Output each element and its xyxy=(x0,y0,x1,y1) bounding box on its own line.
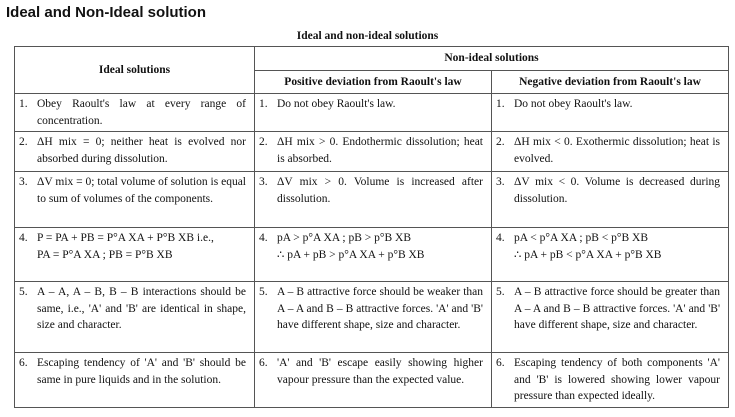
cell-positive xyxy=(255,353,492,408)
cell-positive xyxy=(255,132,492,172)
header-nonideal: Non-ideal solutions xyxy=(255,47,729,71)
cell-text xyxy=(37,96,246,129)
cell-negative xyxy=(492,282,729,353)
cell-text xyxy=(37,355,246,388)
cell-line: ΔV mix < 0. Volume is decreased during dissolution. xyxy=(514,176,721,205)
cell-line: A – A, A – B, B – B interactions should be same, i.e., 'A' and 'B' are identical in shape, size and character. xyxy=(37,286,246,331)
cell-text xyxy=(514,230,720,263)
cell-line: pA < p°A XA ; pB < p°B XB xyxy=(514,232,648,244)
row-number: 6. xyxy=(496,357,505,369)
cell-text xyxy=(277,134,483,167)
row-number: 3. xyxy=(259,176,268,188)
row-number: 4. xyxy=(259,232,268,244)
row-number: 5. xyxy=(19,286,28,298)
cell-line: ΔH mix < 0. Exothermic dissolution; heat is evolved. xyxy=(514,136,721,165)
page-heading: Ideal and Non-Ideal solution xyxy=(6,4,207,21)
cell-line: ∴ pA + pB < p°A XA + p°B XB xyxy=(514,248,662,261)
cell-ideal xyxy=(15,172,255,228)
cell-text xyxy=(277,96,483,113)
row-number: 1. xyxy=(496,98,505,110)
cell-line: 'A' and 'B' escape easily showing higher vapour pressure than the expected value. xyxy=(277,357,483,386)
cell-text xyxy=(277,355,483,388)
table-row xyxy=(15,132,729,172)
row-number: 1. xyxy=(19,98,28,110)
cell-text xyxy=(514,96,720,113)
cell-ideal xyxy=(15,228,255,282)
cell-negative xyxy=(492,132,729,172)
row-number: 5. xyxy=(259,286,268,298)
table-row xyxy=(15,94,729,132)
cell-line: Escaping tendency of both components 'A' and 'B' is lowered showing lower vapour pressure than expected ideally. xyxy=(514,357,721,402)
cell-negative xyxy=(492,353,729,408)
cell-line: ΔH mix > 0. Endothermic dissolution; heat is absorbed. xyxy=(277,136,483,165)
cell-line: Escaping tendency of 'A' and 'B' should be same in pure liquids and in the solution. xyxy=(37,357,246,386)
cell-text xyxy=(277,284,483,334)
cell-ideal xyxy=(15,132,255,172)
cell-line: ΔH mix = 0; neither heat is evolved nor absorbed during dissolution. xyxy=(37,136,246,165)
cell-text xyxy=(514,355,720,405)
row-number: 6. xyxy=(19,357,28,369)
cell-line: ΔV mix > 0. Volume is increased after dissolution. xyxy=(277,176,483,205)
row-number: 2. xyxy=(19,136,28,148)
row-number: 2. xyxy=(259,136,268,148)
cell-text xyxy=(37,174,246,207)
table-row xyxy=(15,172,729,228)
cell-line: Obey Raoult's law at every range of concentration. xyxy=(37,98,246,127)
cell-text xyxy=(514,284,720,334)
cell-text xyxy=(37,284,246,334)
cell-positive xyxy=(255,172,492,228)
cell-positive xyxy=(255,94,492,132)
cell-line: P = PA + PB = P°A XA + P°B XB i.e., xyxy=(37,232,214,244)
cell-ideal xyxy=(15,353,255,408)
cell-negative xyxy=(492,228,729,282)
cell-positive xyxy=(255,282,492,353)
cell-text xyxy=(277,174,483,207)
row-number: 2. xyxy=(496,136,505,148)
header-positive: Positive deviation from Raoult's law xyxy=(255,70,492,94)
header-negative: Negative deviation from Raoult's law xyxy=(492,70,729,94)
row-number: 6. xyxy=(259,357,268,369)
cell-ideal xyxy=(15,94,255,132)
cell-text xyxy=(37,134,246,167)
cell-text xyxy=(514,134,720,167)
table-caption: Ideal and non-ideal solutions xyxy=(296,30,439,42)
row-number: 3. xyxy=(19,176,28,188)
cell-line: A – B attractive force should be greater than A – A and B – B attractive forces. 'A' and 'B' have different shape, size and character. xyxy=(514,286,721,331)
row-number: 1. xyxy=(259,98,268,110)
cell-line: Do not obey Raoult's law. xyxy=(514,98,633,110)
cell-line: A – B attractive force should be weaker than A – A and B – B attractive forces. 'A' and 'B' have different shape, size and character. xyxy=(277,286,483,331)
row-number: 4. xyxy=(496,232,505,244)
cell-negative xyxy=(492,94,729,132)
cell-line: pA > p°A XA ; pB > p°B XB xyxy=(277,232,411,244)
cell-positive xyxy=(255,228,492,282)
row-number: 5. xyxy=(496,286,505,298)
cell-text xyxy=(37,230,246,263)
cell-text xyxy=(514,174,720,207)
solutions-table xyxy=(14,46,729,408)
cell-text xyxy=(277,230,483,263)
table-row xyxy=(15,353,729,408)
table-row xyxy=(15,228,729,282)
cell-ideal xyxy=(15,282,255,353)
row-number: 4. xyxy=(19,232,28,244)
table-row xyxy=(15,282,729,353)
cell-line: PA = P°A XA ; PB = P°B XB xyxy=(37,248,173,261)
cell-line: Do not obey Raoult's law. xyxy=(277,98,396,110)
row-number: 3. xyxy=(496,176,505,188)
cell-negative xyxy=(492,172,729,228)
cell-line: ΔV mix = 0; total volume of solution is equal to sum of volumes of the components. xyxy=(37,176,246,205)
cell-line: ∴ pA + pB > p°A XA + p°B XB xyxy=(277,248,425,261)
header-ideal: Ideal solutions xyxy=(15,47,255,94)
